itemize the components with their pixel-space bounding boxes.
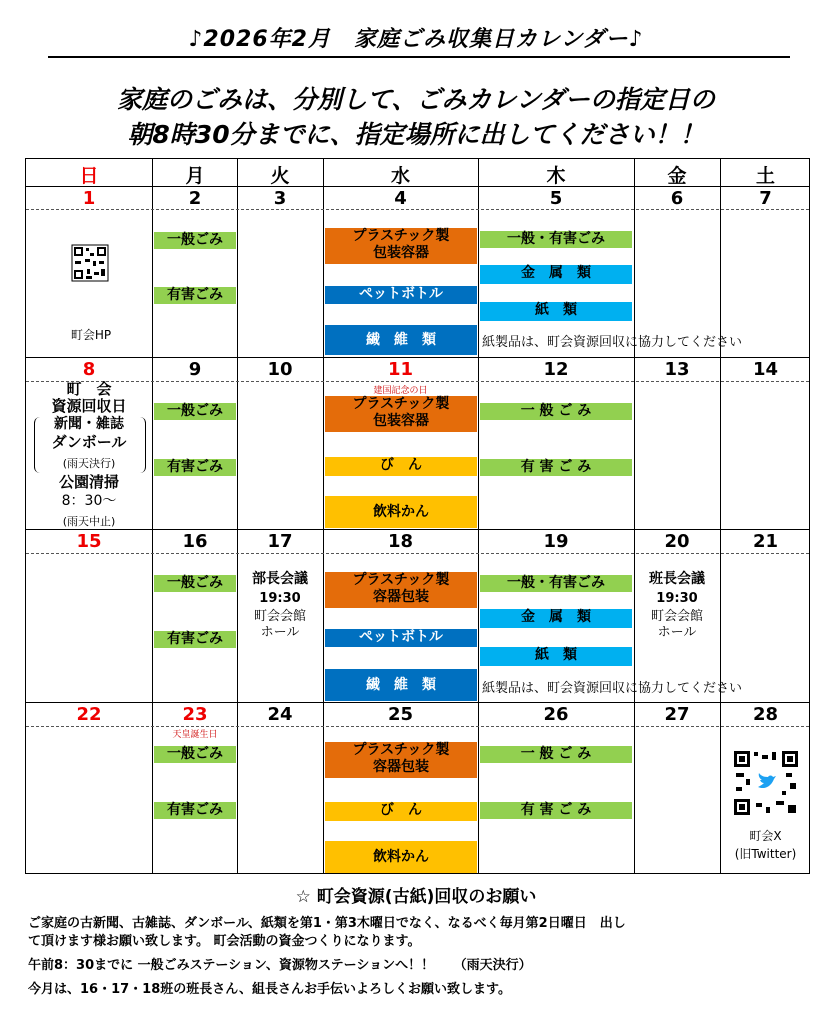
day8-text-2: 資源回収日 bbox=[51, 397, 127, 415]
collection-pet: ペットボトル bbox=[325, 629, 477, 647]
day-number: 17 bbox=[267, 531, 293, 552]
meeting-title: 部長会議 bbox=[252, 571, 308, 587]
day-number: 7 bbox=[759, 188, 772, 209]
collection-bin: び ん bbox=[325, 457, 477, 476]
collection-kan: 飲料かん bbox=[325, 841, 477, 873]
collection-kinzoku: 金 属 類 bbox=[480, 265, 632, 284]
weekday-mon: 月 bbox=[185, 165, 205, 187]
footer-line-1: ご家庭の古新聞、古雑誌、ダンボール、紙類を第1・第3木曜日でなく、なるべく毎月第2日曜日 出し bbox=[28, 916, 626, 931]
plastic-line-2: 容器包装 bbox=[373, 759, 429, 775]
plastic-line-2: 容器包装 bbox=[373, 589, 429, 605]
meeting-time: 19:30 bbox=[656, 591, 698, 606]
day-number: 28 bbox=[752, 704, 779, 725]
day-number: 18 bbox=[387, 531, 414, 552]
page-title: ♪2026年2月 家庭ごみ収集日カレンダー♪ bbox=[188, 27, 644, 52]
day8-text-4: ダンボール bbox=[51, 433, 127, 451]
calendar-grid bbox=[25, 158, 810, 874]
meeting-room: ホール bbox=[260, 625, 300, 640]
day-number: 10 bbox=[267, 359, 293, 380]
weekday-fri: 金 bbox=[667, 165, 687, 187]
collection-kami: 紙 類 bbox=[480, 647, 632, 666]
holiday-label: 天皇誕生日 bbox=[172, 730, 218, 740]
day-number: 4 bbox=[394, 188, 407, 209]
collection-kami: 紙 類 bbox=[480, 302, 632, 321]
collection-yugai: 有害ごみ bbox=[154, 459, 236, 476]
collection-ippan: 一 般 ご み bbox=[480, 403, 632, 420]
paper-note: 紙製品は、町会資源回収に協力してください bbox=[482, 681, 743, 696]
meeting-time: 19:30 bbox=[259, 591, 301, 606]
day-number: 24 bbox=[267, 704, 293, 725]
day-number: 22 bbox=[76, 704, 102, 725]
collection-yugai: 有 害 ご み bbox=[480, 802, 632, 819]
day8-text-7: 8：30～ bbox=[61, 493, 117, 509]
holiday-label: 建国記念の日 bbox=[373, 386, 428, 396]
collection-ippan-yugai: 一般・有害ごみ bbox=[480, 575, 632, 592]
collection-ippan: 一般ごみ bbox=[154, 232, 236, 249]
day-number: 21 bbox=[752, 531, 779, 552]
meeting-place: 町会会館 bbox=[650, 609, 703, 624]
collection-seni: 繊 維 類 bbox=[325, 669, 477, 701]
collection-ippan: 一般ごみ bbox=[154, 746, 236, 763]
collection-plastic bbox=[325, 572, 477, 608]
day-number: 27 bbox=[664, 704, 690, 725]
day8-text-5: (雨天決行) bbox=[62, 457, 116, 470]
weekday-wed: 水 bbox=[390, 165, 410, 187]
collection-yugai: 有 害 ご み bbox=[480, 459, 632, 476]
collection-plastic bbox=[325, 396, 477, 432]
collection-ippan: 一 般 ご み bbox=[480, 746, 632, 763]
qr-x-caption: 町会X bbox=[749, 829, 782, 843]
day-number: 13 bbox=[664, 359, 690, 380]
day-number: 12 bbox=[543, 359, 569, 380]
footer-line-4: 今月は、16・17・18班の班長さん、組長さんお手伝いよろしくお願い致します。 bbox=[28, 982, 512, 997]
qr-hp-caption: 町会HP bbox=[70, 328, 112, 342]
weekday-tue: 火 bbox=[270, 165, 290, 187]
day-number: 23 bbox=[182, 704, 208, 725]
paper-note: 紙製品は、町会資源回収に協力してください bbox=[482, 335, 743, 350]
collection-plastic bbox=[325, 228, 477, 264]
footer-heading: ☆ 町会資源(古紙)回収のお願い bbox=[295, 887, 537, 907]
day-number: 25 bbox=[387, 704, 414, 725]
footer-line-3: 午前8：30までに 一般ごみステーション、資源物ステーションへ！！ （雨天決行） bbox=[28, 958, 532, 973]
day-number: 19 bbox=[543, 531, 569, 552]
day8-text-6: 公園清掃 bbox=[58, 473, 119, 491]
collection-ippan: 一般ごみ bbox=[154, 403, 236, 420]
collection-seni: 繊 維 類 bbox=[325, 325, 477, 355]
collection-yugai: 有害ごみ bbox=[154, 802, 236, 819]
collection-yugai: 有害ごみ bbox=[154, 631, 236, 648]
day-number: 3 bbox=[273, 188, 287, 209]
day8-text-3: 新聞・雑誌 bbox=[54, 416, 124, 432]
plastic-line-1: プラスチック製 bbox=[352, 396, 450, 412]
plastic-line-1: プラスチック製 bbox=[352, 228, 450, 244]
day-number: 26 bbox=[543, 704, 569, 725]
day8-text-1: 町 会 bbox=[66, 380, 112, 398]
plastic-line-1: プラスチック製 bbox=[352, 742, 450, 758]
day8-text-8: (雨天中止) bbox=[62, 515, 116, 528]
weekday-thu: 木 bbox=[546, 165, 566, 187]
day-number: 20 bbox=[664, 531, 690, 552]
qr-x-caption-2: (旧Twitter) bbox=[734, 847, 797, 861]
day-number: 5 bbox=[549, 188, 563, 209]
plastic-line-2: 包装容器 bbox=[373, 413, 429, 429]
day-number: 15 bbox=[76, 531, 102, 552]
day-number: 11 bbox=[387, 359, 414, 380]
weekday-sun: 日 bbox=[79, 165, 99, 187]
day-number: 9 bbox=[188, 359, 202, 380]
meeting-title: 班長会議 bbox=[649, 571, 705, 587]
collection-kan: 飲料かん bbox=[325, 496, 477, 528]
day-number: 6 bbox=[670, 188, 684, 209]
day-number: 8 bbox=[82, 359, 96, 380]
qr-code-hp bbox=[58, 231, 122, 309]
collection-ippan: 一般ごみ bbox=[154, 575, 236, 592]
day-number: 14 bbox=[752, 359, 779, 380]
qr-code-x bbox=[732, 749, 800, 817]
meeting-place: 町会会館 bbox=[253, 609, 306, 624]
collection-bin: び ん bbox=[325, 802, 477, 821]
collection-ippan-yugai: 一般・有害ごみ bbox=[480, 231, 632, 248]
collection-pet: ペットボトル bbox=[325, 286, 477, 304]
plastic-line-1: プラスチック製 bbox=[352, 572, 450, 588]
day-number: 2 bbox=[188, 188, 202, 209]
collection-kinzoku: 金 属 類 bbox=[480, 609, 632, 628]
notice-line-2: 朝8時30分までに、指定場所に出してください！！ bbox=[127, 120, 705, 149]
notice-line-1: 家庭のごみは、分別して、ごみカレンダーの指定日の bbox=[117, 85, 715, 114]
weekday-sat: 土 bbox=[755, 165, 775, 187]
footer-line-2: て頂けます様お願い致します。 町会活動の資金つくりになります。 bbox=[28, 934, 421, 949]
collection-plastic bbox=[325, 742, 477, 778]
collection-yugai: 有害ごみ bbox=[154, 287, 236, 304]
title-underline bbox=[48, 56, 790, 58]
day-number: 1 bbox=[82, 188, 96, 209]
meeting-room: ホール bbox=[657, 625, 697, 640]
plastic-line-2: 包装容器 bbox=[373, 245, 429, 261]
day-number: 16 bbox=[182, 531, 208, 552]
